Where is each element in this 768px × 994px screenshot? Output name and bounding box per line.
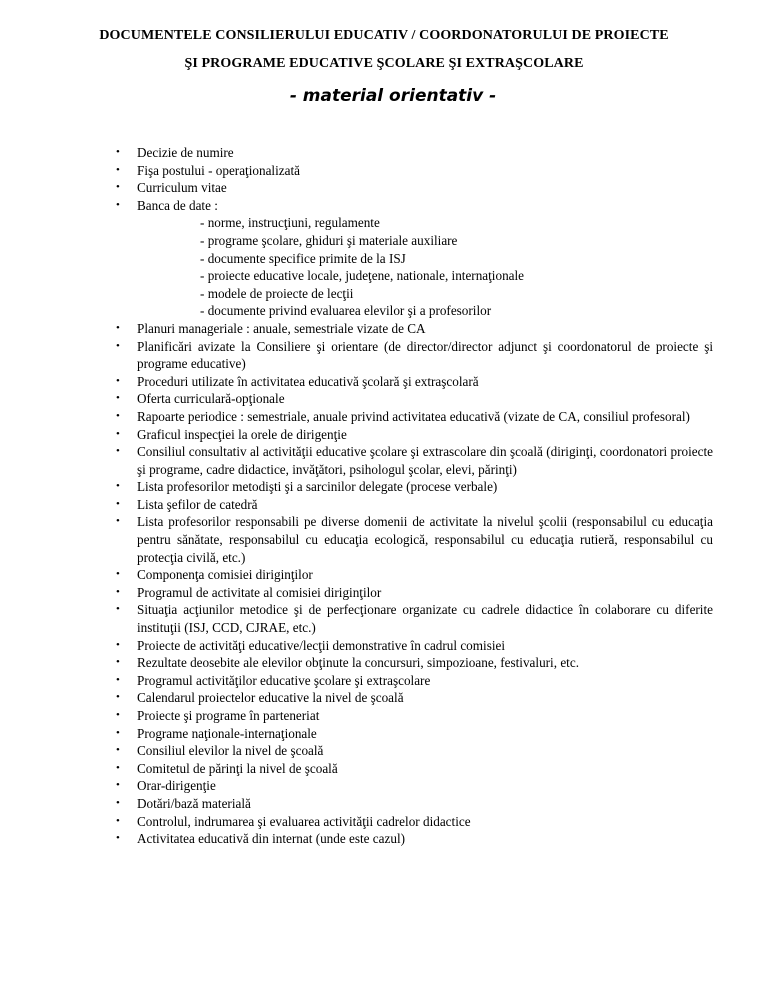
list-item — [116, 478, 713, 496]
list-item — [116, 689, 713, 707]
list-item-text: Oferta curriculară-opţionale — [137, 391, 285, 407]
list-item-text: Programul activităţilor educative şcolare şi extraşcolare — [137, 672, 431, 688]
bullet-icon: • — [116, 638, 120, 651]
list-item-text: Consiliul elevilor la nivel de şcoală — [137, 743, 324, 759]
list-item — [116, 601, 713, 636]
list-item — [116, 162, 713, 180]
list-item-text: Programe naţionale-internaţionale — [137, 725, 317, 741]
list-item — [116, 373, 713, 391]
bullet-icon: • — [116, 568, 120, 581]
document-title-line-2: ŞI PROGRAME EDUCATIVE ŞCOLARE ŞI EXTRAŞCOLARE — [184, 56, 584, 71]
bullet-icon: • — [116, 709, 120, 721]
bullet-icon: • — [116, 761, 120, 774]
bullet-icon: • — [116, 392, 120, 405]
list-item — [116, 725, 713, 743]
list-item-text: Proiecte şi programe în parteneriat — [137, 708, 320, 723]
bullet-icon: • — [116, 779, 120, 792]
list-item — [116, 654, 713, 672]
bullet-icon: • — [116, 321, 120, 334]
list-item — [116, 760, 713, 778]
bullet-icon: • — [116, 814, 120, 827]
list-item-text: Planuri manageriale : anuale, semestriale vizate de CA — [137, 320, 426, 336]
list-item-text: Rapoarte periodice : semestriale, anuale privind activitatea educativă (vizate de CA, consiliul profesoral) — [137, 408, 690, 424]
sublist-item: - norme, instrucţiuni, regulamente — [200, 215, 380, 231]
list-item — [116, 197, 713, 320]
list-item — [116, 672, 713, 690]
list-item — [116, 637, 713, 655]
list-item-text: Componenţa comisiei diriginţilor — [137, 567, 313, 583]
list-item-text: Curriculum vitae — [137, 180, 227, 196]
list-item — [116, 179, 713, 197]
list-item — [116, 513, 713, 566]
list-item-text: Orar-dirigenţie — [137, 778, 216, 794]
list-item-text: Activitatea educativă din internat (unde este cazul) — [137, 831, 406, 847]
list-item — [116, 795, 713, 813]
bullet-icon: • — [116, 515, 120, 528]
list-item-text: Rezultate deosebite ale elevilor obţinute la concursuri, simpozioane, festivaluri, etc. — [137, 655, 579, 671]
document-subtitle: - material orientativ - — [289, 86, 497, 106]
bullet-icon: • — [116, 656, 120, 669]
list-item — [116, 584, 713, 602]
list-item-text: Dotări/bază materială — [137, 795, 251, 811]
list-item — [116, 496, 713, 514]
list-item-text: Fişa postului - operaţionalizată — [137, 162, 300, 178]
bullet-icon: • — [116, 480, 120, 493]
sublist-item: - modele de proiecte de lecţii — [200, 285, 354, 301]
sublist-item: - documente privind evaluarea elevilor şi a profesorilor — [200, 303, 492, 319]
list-item-text: Programul de activitate al comisiei diriginţilor — [137, 584, 382, 600]
bullet-icon: • — [116, 374, 120, 387]
bullet-icon: • — [116, 181, 120, 194]
bullet-icon: • — [116, 146, 120, 158]
bullet-icon: • — [116, 409, 120, 422]
list-item — [116, 144, 713, 162]
bullet-icon: • — [116, 445, 120, 458]
list-item-text: Situaţia acţiunilor metodice şi de perfecţionare organizate cu cadrele didactice în colaborare cu diferite instituţii (ISJ, CCD, CJRAE, etc.) — [137, 602, 713, 636]
list-item — [116, 830, 713, 848]
list-item — [116, 426, 713, 444]
list-item — [116, 777, 713, 795]
bullet-icon: • — [116, 603, 120, 616]
list-item-text: Banca de date : — [137, 197, 218, 213]
list-item-text: Lista profesorilor responsabili pe diverse domenii de activitate la nivelul şcolii (responsabilul cu educaţia pentru sănătate, responsabilul cu educaţia ecologică, responsabilul cu educaţia rutieră, responsabilul cu protecţia civilă, etc.) — [137, 514, 713, 565]
list-item-text: Proiecte de activităţi educative/lecţii demonstrative în cadrul comisiei — [137, 637, 506, 653]
list-item-text: Lista şefilor de catedră — [137, 496, 258, 512]
list-item-text: Decizie de numire — [137, 145, 234, 160]
bullet-icon: • — [116, 497, 120, 510]
list-item-text: Calendarul proiectelor educative la nivel de şcoală — [137, 690, 404, 706]
bullet-icon: • — [116, 691, 120, 704]
list-item — [116, 566, 713, 584]
list-item — [116, 390, 713, 408]
bullet-icon: • — [116, 585, 120, 598]
bullet-icon: • — [116, 339, 120, 352]
bullet-icon: • — [116, 198, 120, 211]
list-item-text: Planificări avizate la Consiliere şi orientare (de director/director adjunct şi coordonatorul de proiecte şi programe educative) — [137, 338, 713, 372]
list-item-text: Consiliul consultativ al activităţii educative şcolare şi extrascolare din şcoală (diriginţi, coordonatori proiecte şi programe, cadre didactice, invăţători, psihologul şcolar, elevi, părinţi) — [137, 444, 713, 477]
bullet-icon: • — [116, 796, 120, 809]
document-bullet-list — [116, 144, 713, 848]
bullet-icon: • — [116, 163, 120, 176]
list-item — [116, 408, 713, 426]
list-item-text: Proceduri utilizate în activitatea educativă şcolară şi extraşcolară — [137, 373, 479, 389]
banca-de-date-sublist — [137, 214, 713, 320]
bullet-icon: • — [116, 744, 120, 757]
list-item — [116, 443, 713, 478]
list-item — [116, 338, 713, 373]
sublist-item: - proiecte educative locale, judeţene, nationale, internaţionale — [200, 268, 525, 284]
bullet-icon: • — [116, 726, 120, 739]
document-title-line-1: DOCUMENTELE CONSILIERULUI EDUCATIV / COORDONATORULUI DE PROIECTE — [99, 28, 669, 43]
list-item-text: Controlul, indrumarea şi evaluarea activităţii cadrelor didactice — [137, 813, 471, 829]
list-item-text: Comitetul de părinţi la nivel de şcoală — [137, 760, 338, 776]
list-item — [116, 813, 713, 831]
list-item — [116, 742, 713, 760]
list-item-text: Graficul inspecţiei la orele de dirigenţie — [137, 426, 347, 442]
sublist-item: - programe şcolare, ghiduri şi materiale auxiliare — [200, 232, 458, 248]
bullet-icon: • — [116, 673, 120, 686]
bullet-icon: • — [116, 427, 120, 440]
bullet-icon: • — [116, 832, 120, 845]
list-item — [116, 707, 713, 725]
list-item-text: Lista profesorilor metodişti şi a sarcinilor delegate (procese verbale) — [137, 479, 498, 495]
list-item — [116, 320, 713, 338]
sublist-item: - documente specifice primite de la ISJ — [200, 250, 406, 266]
